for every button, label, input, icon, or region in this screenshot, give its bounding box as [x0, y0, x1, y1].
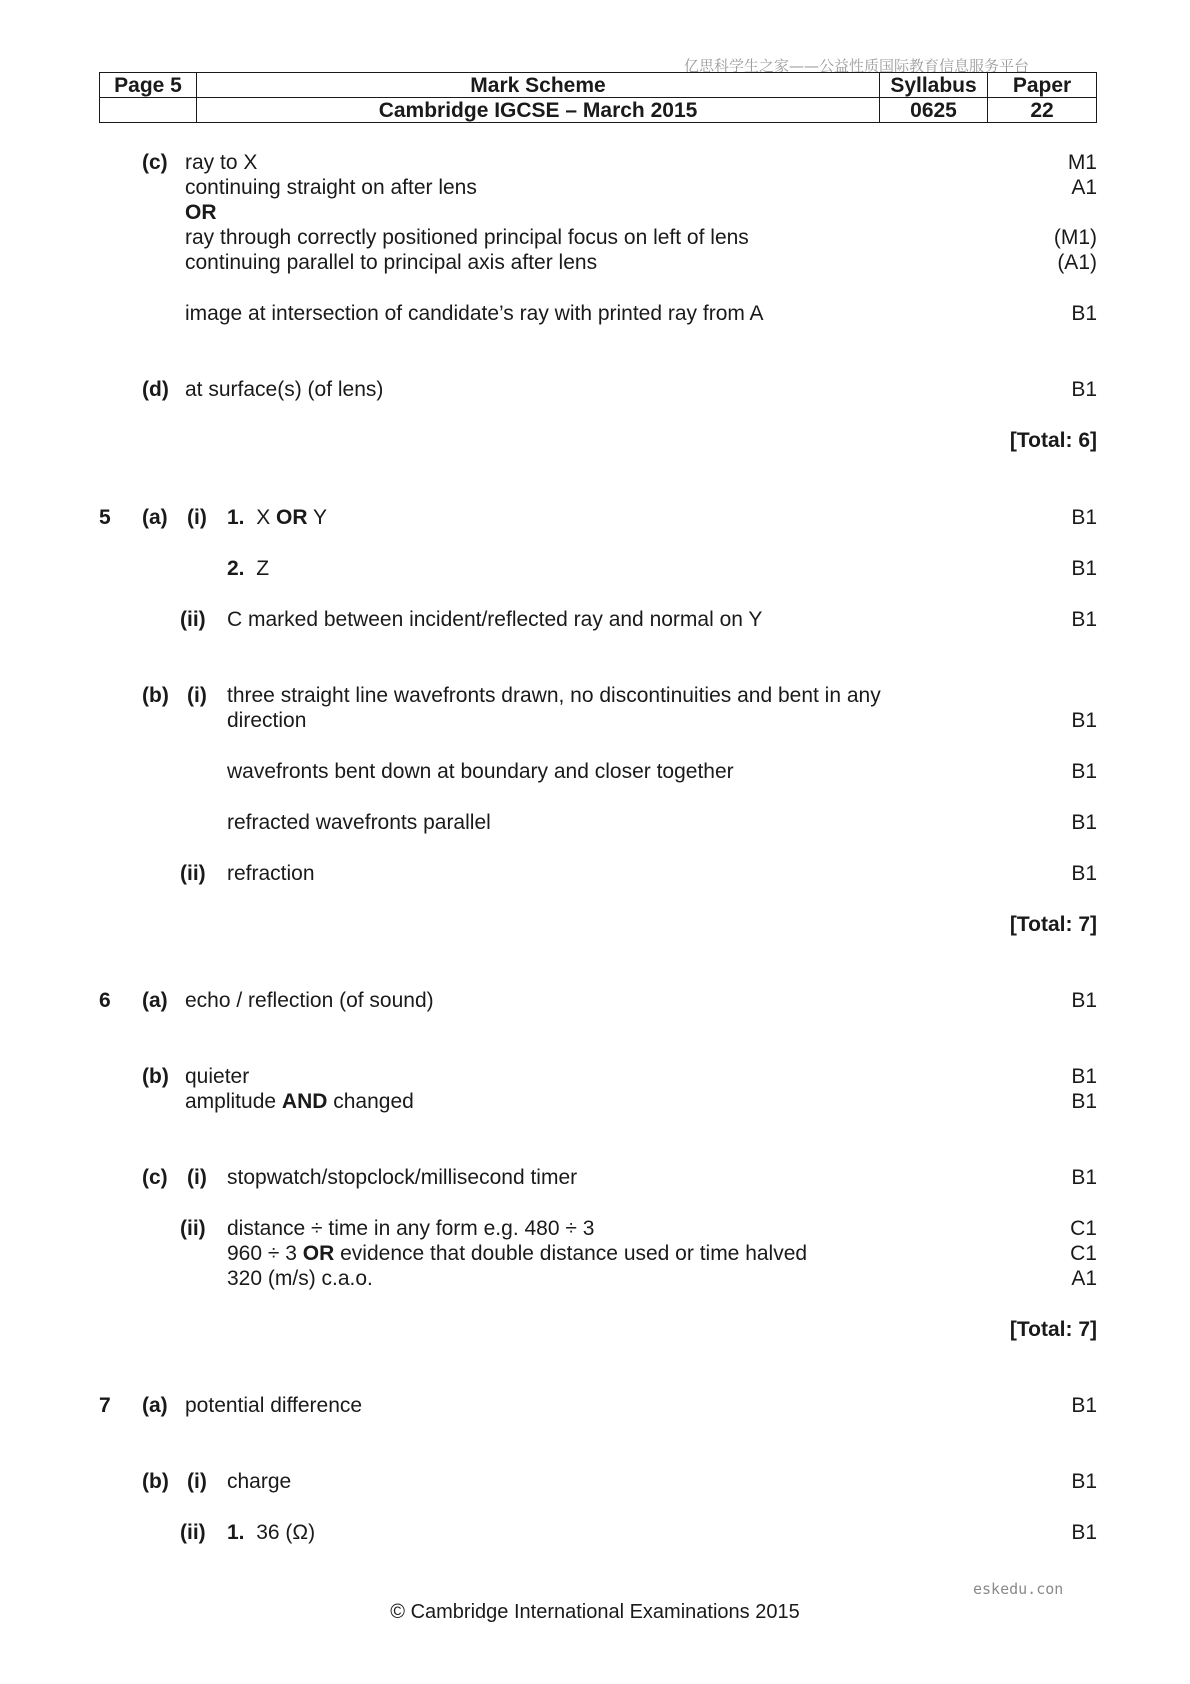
q4-d-text: at surface(s) (of lens): [185, 378, 384, 401]
q5-b-i-line-2: direction: [227, 709, 307, 732]
q5-a-ii-label: (ii): [180, 608, 206, 631]
q6-b-label: (b): [142, 1065, 169, 1088]
q5-b-ii-mark: B1: [1071, 862, 1097, 885]
q6-c-ii-line-2-or: OR: [302, 1242, 335, 1265]
q7-b-ii-1-mark: B1: [1071, 1521, 1097, 1544]
q5-a-i-1-post: Y: [313, 506, 328, 529]
q7-b-i-text: charge: [227, 1470, 292, 1493]
header-paper: 22: [988, 98, 1097, 123]
q5-total: [Total: 7]: [1009, 913, 1097, 936]
q5-b-i-mark-3: B1: [1071, 811, 1097, 834]
q6-c-ii-line-2: [227, 1242, 807, 1266]
header-title: Mark Scheme: [197, 73, 880, 98]
q5-a-i-2: [227, 557, 269, 581]
q6-b-mark-1: B1: [1071, 1065, 1097, 1088]
header-table: [99, 72, 1097, 123]
q4-c-line-6: image at intersection of candidate’s ray with printed ray from A: [185, 302, 764, 325]
q6-c-ii-mark-3: A1: [1071, 1267, 1097, 1290]
q7-number: 7: [99, 1394, 111, 1417]
q4-total: [Total: 6]: [1009, 429, 1097, 452]
q5-a-label: (a): [142, 506, 168, 529]
q6-a-text: echo / reflection (of sound): [185, 989, 434, 1012]
q5-a-i-label: (i): [187, 506, 207, 529]
q4-c-mark-1: M1: [1067, 151, 1097, 174]
q6-c-ii-line-1: distance ÷ time in any form e.g. 480 ÷ 3: [227, 1217, 595, 1240]
q5-b-i-mark-2: B1: [1071, 760, 1097, 783]
q5-a-i-1-num: 1.: [227, 506, 245, 529]
q4-c-line-4: ray through correctly positioned principal focus on left of lens: [185, 226, 749, 249]
q5-a-i-1-pre: X: [256, 506, 271, 529]
q6-c-i-label: (i): [187, 1166, 207, 1189]
header-blank: [100, 98, 197, 123]
q5-b-i-line-3: wavefronts bent down at boundary and closer together: [227, 760, 734, 783]
q6-b-line-1: quieter: [185, 1065, 250, 1088]
q6-c-i-text: stopwatch/stopclock/millisecond timer: [227, 1166, 578, 1189]
q6-c-ii-mark-1: C1: [1070, 1217, 1097, 1240]
header-paper-label: Paper: [988, 73, 1097, 98]
q6-c-ii-line-2-pre: 960 ÷ 3: [227, 1242, 297, 1265]
q6-a-label: (a): [142, 989, 168, 1012]
q5-a-i-1-mark: B1: [1071, 506, 1097, 529]
q4-c-mark-5: B1: [1071, 302, 1097, 325]
q6-c-ii-line-3: 320 (m/s) c.a.o.: [227, 1267, 373, 1290]
q7-b-i-label: (i): [187, 1470, 207, 1493]
q4-c-mark-4: (A1): [1057, 251, 1097, 274]
q5-a-i-2-text: Z: [256, 557, 270, 580]
q6-b-line-2-and: AND: [281, 1090, 328, 1113]
q4-c-line-5: continuing parallel to principal axis after lens: [185, 251, 598, 274]
q7-a-text: potential difference: [185, 1394, 363, 1417]
q6-c-ii-line-2-post: evidence that double distance used or time halved: [340, 1242, 808, 1265]
watermark-top: 亿思科学生之家——公益性质国际教育信息服务平台: [684, 57, 1030, 75]
q5-number: 5: [99, 506, 111, 529]
q5-b-ii-text: refraction: [227, 862, 315, 885]
q7-a-mark: B1: [1071, 1394, 1097, 1417]
q5-b-i-line-4: refracted wavefronts parallel: [227, 811, 491, 834]
q5-a-i-2-num: 2.: [227, 557, 245, 580]
q6-b-line-2-pre: amplitude: [185, 1090, 277, 1113]
watermark-bottom: eskedu.con: [973, 1580, 1064, 1598]
q6-c-i-mark: B1: [1071, 1166, 1097, 1189]
q6-b-line-2: [185, 1090, 414, 1114]
q4-d-label: (d): [142, 378, 169, 401]
q5-a-i-2-mark: B1: [1071, 557, 1097, 580]
q4-c-mark-2: A1: [1071, 176, 1097, 199]
header-subtitle: Cambridge IGCSE – March 2015: [197, 98, 880, 123]
q4-d-mark: B1: [1071, 378, 1097, 401]
q5-b-ii-label: (ii): [180, 862, 206, 885]
q5-b-label: (b): [142, 684, 169, 707]
q5-b-i-line-1: three straight line wavefronts drawn, no discontinuities and bent in any: [227, 684, 881, 707]
q7-b-ii-1: [227, 1521, 315, 1545]
q7-b-i-mark: B1: [1071, 1470, 1097, 1493]
q6-number: 6: [99, 989, 111, 1012]
header-syllabus: 0625: [880, 98, 988, 123]
q6-c-ii-mark-2: C1: [1070, 1242, 1097, 1265]
q6-total: [Total: 7]: [1009, 1318, 1097, 1341]
q4-c-mark-3: (M1): [1053, 226, 1097, 249]
q7-a-label: (a): [142, 1394, 168, 1417]
q5-a-ii-mark: B1: [1071, 608, 1097, 631]
q4-c-line-1: ray to X: [185, 151, 258, 174]
q5-a-i-1-or: OR: [276, 506, 308, 529]
q7-b-label: (b): [142, 1470, 169, 1493]
q6-a-mark: B1: [1071, 989, 1097, 1012]
q4-c-line-2: continuing straight on after lens: [185, 176, 477, 199]
q6-c-ii-label: (ii): [180, 1217, 206, 1240]
q6-c-label: (c): [142, 1166, 168, 1189]
q5-b-i-mark-1: B1: [1071, 709, 1097, 732]
footer-copyright: © Cambridge International Examinations 2015: [390, 1601, 800, 1623]
header-page: Page 5: [100, 73, 197, 98]
q7-b-ii-1-num: 1.: [227, 1521, 245, 1544]
q6-b-mark-2: B1: [1071, 1090, 1097, 1113]
q5-b-i-label: (i): [187, 684, 207, 707]
q4-c-or: OR: [185, 201, 217, 224]
q4-c-label: (c): [142, 151, 168, 174]
q7-b-ii-1-text: 36 (Ω): [256, 1521, 316, 1544]
header-syllabus-label: Syllabus: [880, 73, 988, 98]
q7-b-ii-label: (ii): [180, 1521, 206, 1544]
q5-a-i-1: [227, 506, 327, 530]
q5-a-ii-text: C marked between incident/reflected ray and normal on Y: [227, 608, 763, 631]
q6-b-line-2-post: changed: [333, 1090, 414, 1113]
